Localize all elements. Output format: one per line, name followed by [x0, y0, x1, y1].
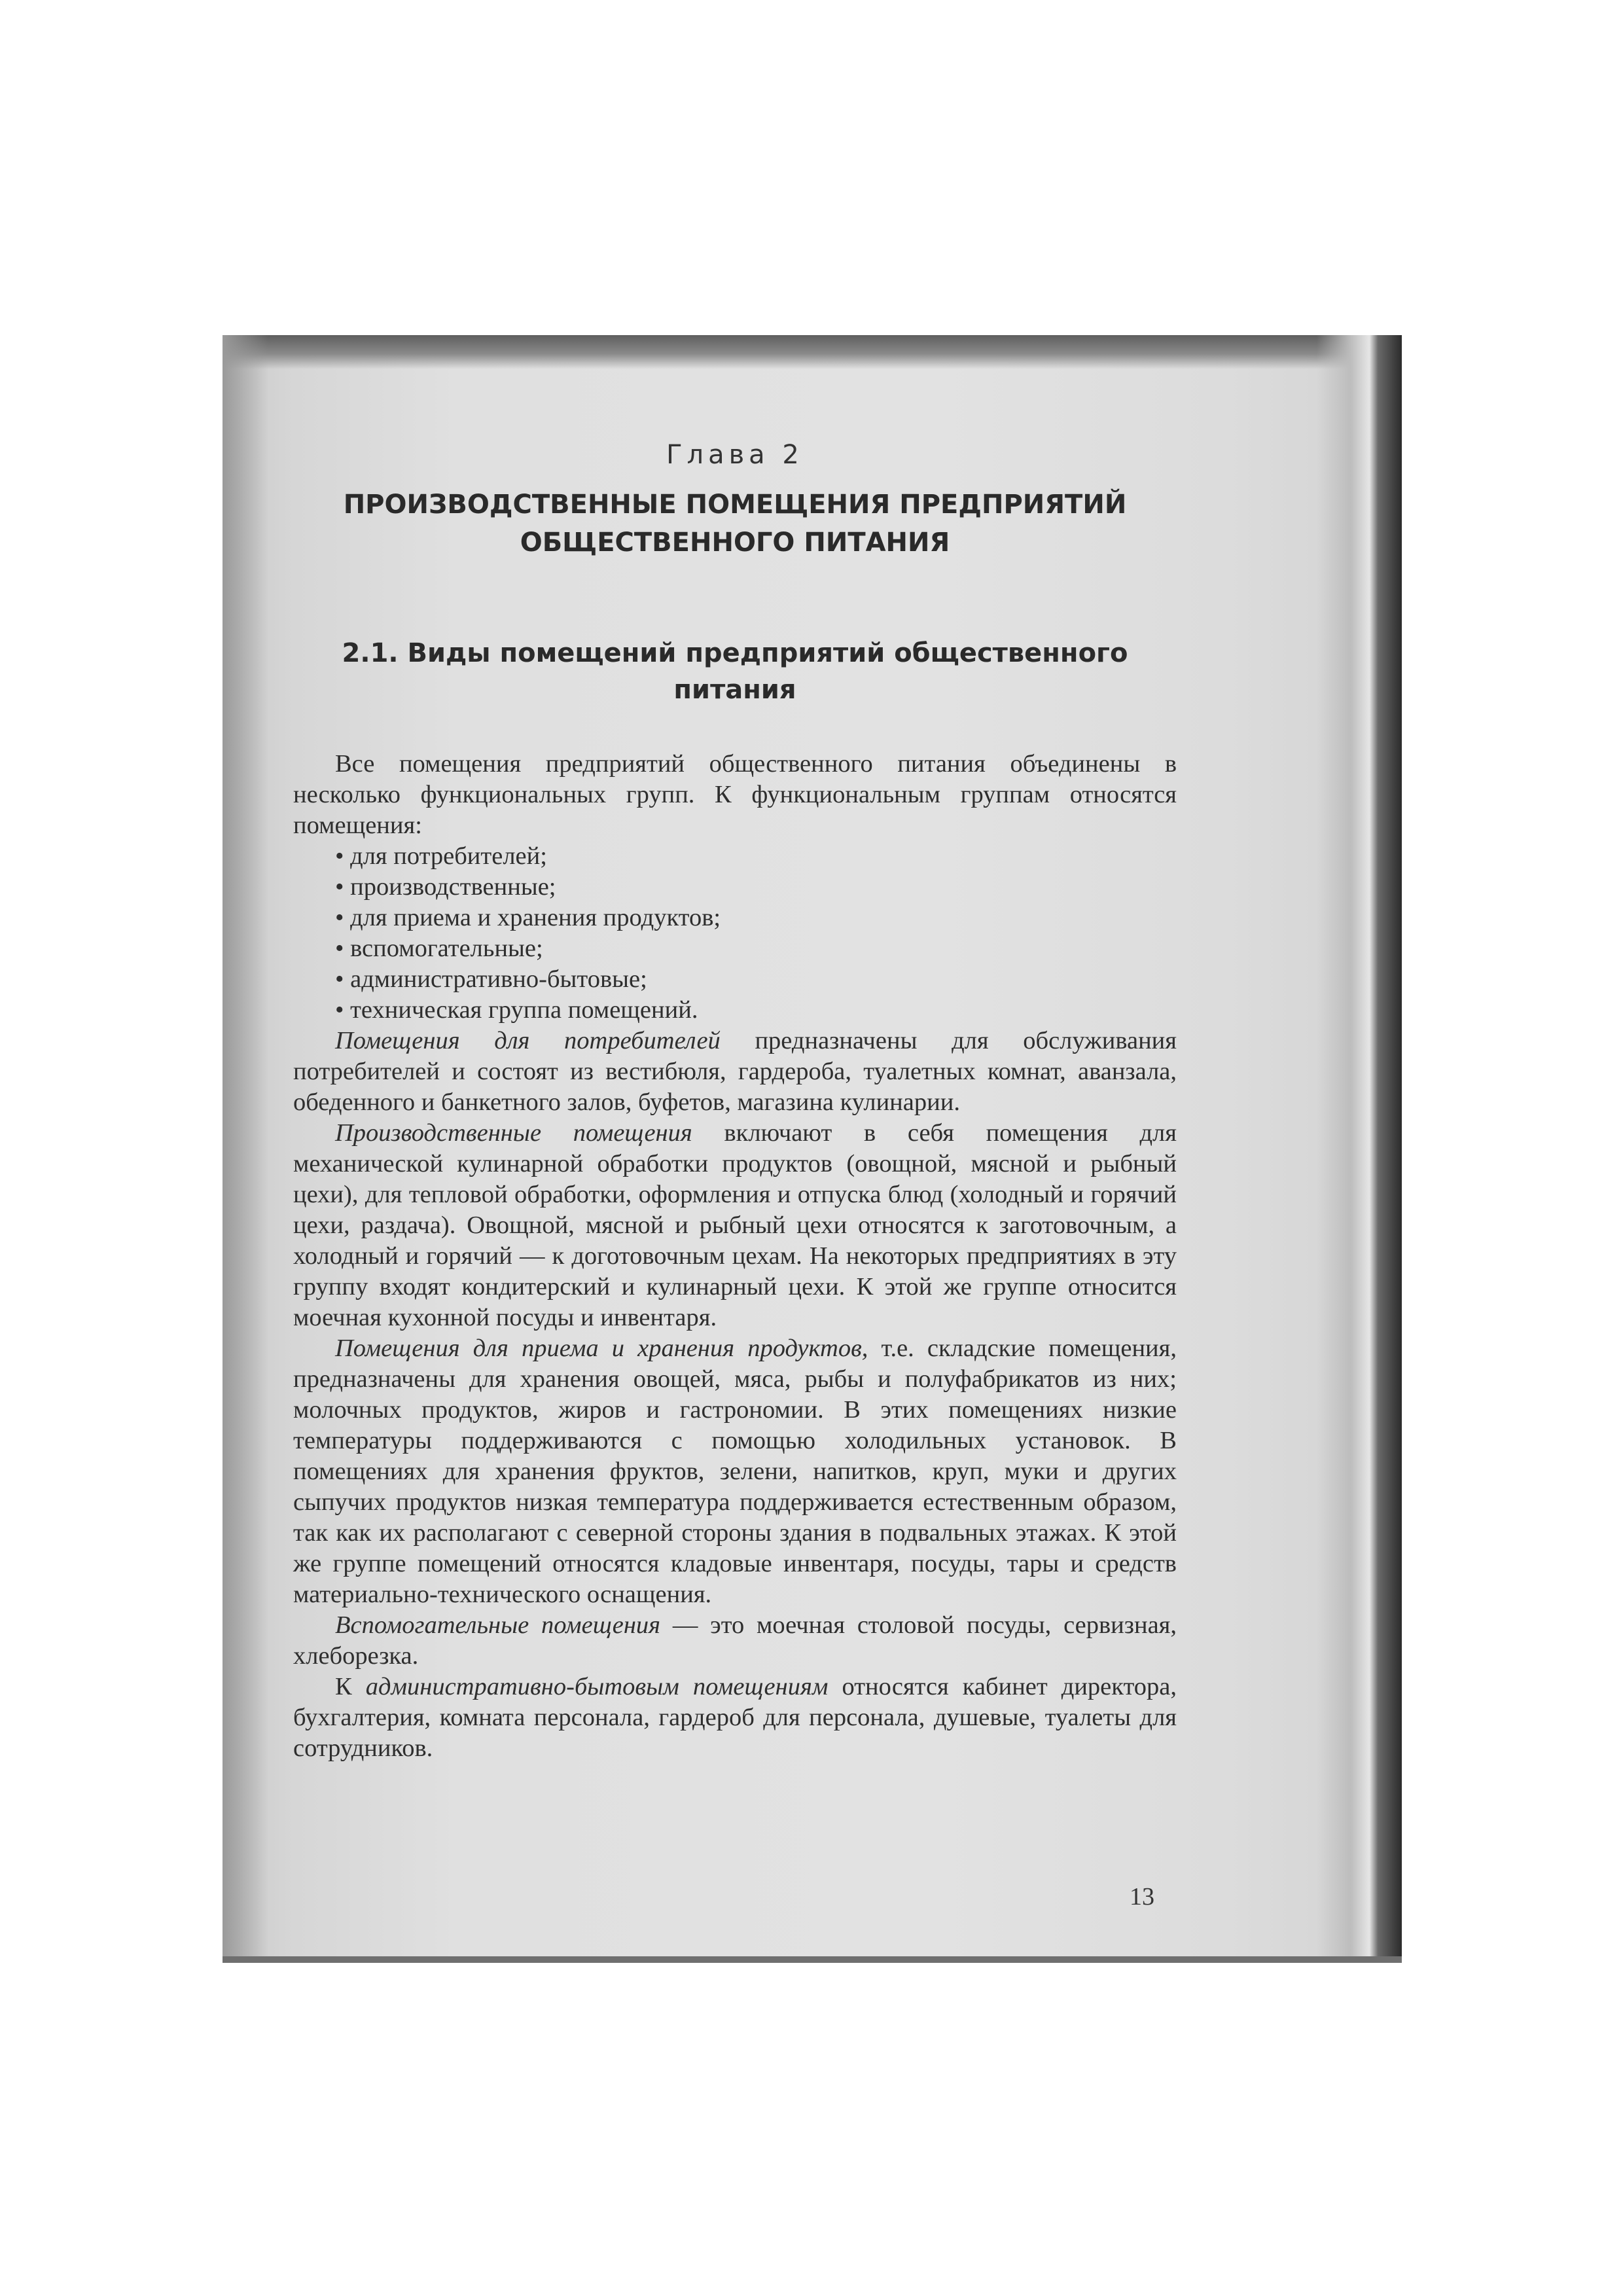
functional-groups-list: [293, 841, 1177, 1026]
intro-paragraph: Все помещения предприятий общественного питания объединены в несколько функциональных групп. К функциональным группам относятся помещения:: [293, 750, 1177, 839]
page-content: [293, 440, 1177, 1764]
paragraph-admin-rooms: [293, 1672, 1177, 1764]
section-title-line-2: питания: [673, 675, 796, 705]
list-item: • производственные;: [335, 872, 1177, 903]
paragraph-auxiliary-rooms: [293, 1610, 1177, 1672]
list-item: • административно-бытовые;: [335, 964, 1177, 995]
scan-bottom-edge: [223, 1956, 1402, 1963]
list-item: • вспомогательные;: [335, 933, 1177, 964]
chapter-title-line-1: ПРОИЗВОДСТВЕННЫЕ ПОМЕЩЕНИЯ ПРЕДПРИЯТИЙ: [343, 490, 1127, 520]
paragraph-prefix: К: [335, 1673, 366, 1700]
paragraph-text: включают в себя помещения для механической кулинарной обработки продуктов (овощной, мясной и рыбный цехи), для тепловой обработки, оформления и отпуска блюд (холодный и горячий цехи, раздача). Овощной, мясной и рыбный цехи относятся к заготовочным, а холодный и горячий — к доготовочным цехам. На некоторых предприятиях в эту группу входят кондитерский и кулинарный цехи. К этой же группе относится моечная кухонной посуды и инвентаря.: [293, 1119, 1177, 1331]
paragraph-storage-rooms: [293, 1333, 1177, 1610]
paragraph-lead: Вспомогательные помещения: [335, 1611, 661, 1639]
list-item: • техническая группа помещений.: [335, 995, 1177, 1026]
paragraph-production-rooms: [293, 1118, 1177, 1333]
page-number: 13: [1130, 1883, 1154, 1910]
paragraph-text: — это моечная столовой посуды, сервизная, хлеборезка.: [293, 1611, 1177, 1670]
section-title: [293, 635, 1177, 708]
section-title-line-1: 2.1. Виды помещений предприятий общественного: [342, 638, 1128, 668]
list-item: • для приема и хранения продуктов;: [335, 903, 1177, 933]
scan-left-shadow: [223, 335, 268, 1963]
paragraph-consumer-rooms: [293, 1026, 1177, 1118]
paragraph-lead: административно-бытовым помещениям: [365, 1673, 829, 1700]
chapter-title-line-2: ОБЩЕСТВЕННОГО ПИТАНИЯ: [520, 528, 950, 558]
chapter-label: Глава 2: [666, 440, 804, 470]
list-item: • для потребителей;: [335, 841, 1177, 872]
scan-binding-edge: [1317, 335, 1402, 1963]
scan-top-shadow: [223, 335, 1402, 369]
paragraph-lead: Помещения для приема и хранения продуктов,: [335, 1335, 868, 1362]
body-text: [293, 749, 1177, 1764]
paragraph-lead: Помещения для потребителей: [335, 1027, 721, 1054]
paragraph-text: предназначены для обслуживания потребителей и состоят из вестибюля, гардероба, туалетных комнат, аванзала, обеденного и банкетного залов, буфетов, магазина кулинарии.: [293, 1027, 1177, 1116]
paragraph-lead: Производственные помещения: [335, 1119, 692, 1147]
paragraph-text: т.е. складские помещения, предназначены для хранения овощей, мяса, рыбы и полуфабрикатов из них; молочных продуктов, жиров и гастрономии. В этих помещениях низкие температуры поддерживаются с помощью холодильных установок. В помещениях для хранения фруктов, зелени, напитков, круп, муки и других сыпучих продуктов низкая температура поддерживается естественным образом, так как их располагают с северной стороны здания в подвальных этажах. К этой же группе помещений относятся кладовые инвентаря, посуды, тары и средств материально-технического оснащения.: [293, 1335, 1177, 1608]
chapter-title: [293, 486, 1177, 562]
paragraph-text: относятся кабинет директора, бухгалтерия, комната персонала, гардероб для персонала, душевые, туалеты для сотрудников.: [293, 1673, 1177, 1762]
